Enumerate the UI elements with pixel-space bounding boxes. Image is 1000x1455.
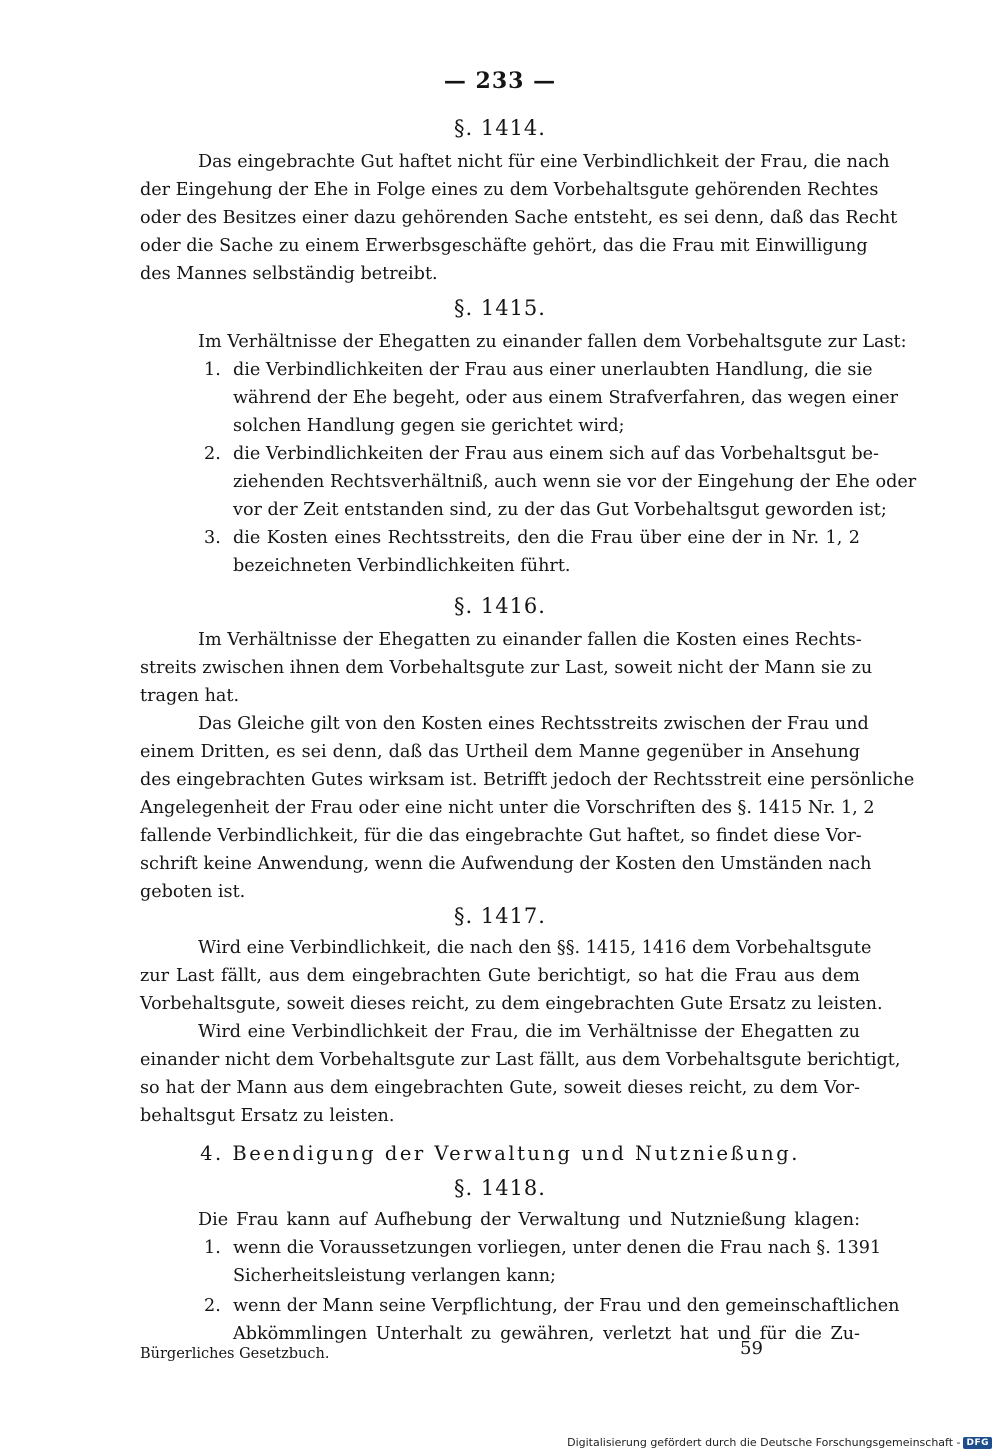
- text-line: der Eingehung der Ehe in Folge eines zu dem Vorbehaltsgute gehörenden Rechtes: [140, 180, 879, 200]
- text-line: so hat der Mann aus dem eingebrachten Gute, soweit dieses reicht, zu dem Vor-: [140, 1078, 860, 1098]
- section-heading-1415: §. 1415.: [454, 296, 546, 320]
- text-line: Im Verhältnisse der Ehegatten zu einander fallen dem Vorbehaltsgute zur Last:: [198, 332, 907, 352]
- text-line: Wird eine Verbindlichkeit, die nach den §§. 1415, 1416 dem Vorbehaltsgute: [198, 938, 872, 958]
- text-line: die Verbindlichkeiten der Frau aus einer unerlaubten Handlung, die sie: [233, 360, 873, 380]
- text-line: einander nicht dem Vorbehaltsgute zur Last fällt, aus dem Vorbehaltsgute berichtigt,: [140, 1050, 901, 1070]
- text-line: Das eingebrachte Gut haftet nicht für eine Verbindlichkeit der Frau, die nach: [198, 152, 890, 172]
- section-heading-1418: §. 1418.: [454, 1176, 546, 1200]
- text-line: Vorbehaltsgute, soweit dieses reicht, zu dem eingebrachten Gute Ersatz zu leisten.: [140, 994, 883, 1014]
- text-line: während der Ehe begeht, oder aus einem Strafverfahren, das wegen einer: [233, 388, 899, 408]
- chapter-heading: 4. Beendigung der Verwaltung und Nutznießung.: [200, 1142, 800, 1165]
- text-line: fallende Verbindlichkeit, für die das eingebrachte Gut haftet, so findet diese Vor-: [140, 826, 862, 846]
- digitization-text: Digitalisierung gefördert durch die Deutsche Forschungsgemeinschaft -: [567, 1436, 961, 1449]
- text-line: Im Verhältnisse der Ehegatten zu einander fallen die Kosten eines Rechts-: [198, 630, 862, 650]
- text-line: des Mannes selbständig betreibt.: [140, 264, 438, 284]
- list-item-number: 1.: [204, 1238, 221, 1258]
- list-item-number: 2.: [204, 1296, 221, 1316]
- text-line: einem Dritten, es sei denn, daß das Urtheil dem Manne gegenüber in Ansehung: [140, 742, 860, 762]
- page-number: — 233 —: [443, 68, 557, 94]
- digitization-note: [567, 1436, 992, 1449]
- text-line: oder die Sache zu einem Erwerbsgeschäfte gehört, das die Frau mit Einwilligung: [140, 236, 868, 256]
- text-line: vor der Zeit entstanden sind, zu der das Gut Vorbehaltsgut geworden ist;: [233, 500, 887, 520]
- text-line: schrift keine Anwendung, wenn die Aufwendung der Kosten den Umständen nach: [140, 854, 872, 874]
- text-line: Sicherheitsleistung verlangen kann;: [233, 1266, 556, 1286]
- dfg-logo-icon: DFG: [963, 1437, 992, 1449]
- list-item-number: 3.: [204, 528, 221, 548]
- text-line: Angelegenheit der Frau oder eine nicht unter die Vorschriften des §. 1415 Nr. 1, 2: [140, 798, 875, 818]
- text-line: die Verbindlichkeiten der Frau aus einem sich auf das Vorbehaltsgut be-: [233, 444, 879, 464]
- list-item-number: 2.: [204, 444, 221, 464]
- text-line: Die Frau kann auf Aufhebung der Verwaltung und Nutznießung klagen:: [198, 1210, 860, 1230]
- text-line: behaltsgut Ersatz zu leisten.: [140, 1106, 395, 1126]
- text-line: zur Last fällt, aus dem eingebrachten Gute berichtigt, so hat die Frau aus dem: [140, 966, 860, 986]
- text-line: wenn der Mann seine Verpflichtung, der Frau und den gemeinschaftlichen: [233, 1296, 900, 1316]
- section-heading-1416: §. 1416.: [454, 594, 546, 618]
- footer-title: Bürgerliches Gesetzbuch.: [140, 1346, 330, 1362]
- text-line: ziehenden Rechtsverhältniß, auch wenn sie vor der Eingehung der Ehe oder: [233, 472, 917, 492]
- section-heading-1417: §. 1417.: [454, 904, 546, 928]
- text-line: oder des Besitzes einer dazu gehörenden Sache entsteht, es sei denn, daß das Recht: [140, 208, 898, 228]
- text-line: Abkömmlingen Unterhalt zu gewähren, verletzt hat und für die Zu-: [233, 1324, 860, 1344]
- text-line: die Kosten eines Rechtsstreits, den die Frau über eine der in Nr. 1, 2: [233, 528, 860, 548]
- text-line: tragen hat.: [140, 686, 240, 706]
- text-line: geboten ist.: [140, 882, 246, 902]
- signature-mark: 59: [740, 1338, 763, 1359]
- list-item-number: 1.: [204, 360, 221, 380]
- text-line: Das Gleiche gilt von den Kosten eines Rechtsstreits zwischen der Frau und: [198, 714, 869, 734]
- text-line: bezeichneten Verbindlichkeiten führt.: [233, 556, 571, 576]
- text-line: Wird eine Verbindlichkeit der Frau, die im Verhältnisse der Ehegatten zu: [198, 1022, 860, 1042]
- text-line: streits zwischen ihnen dem Vorbehaltsgute zur Last, soweit nicht der Mann sie zu: [140, 658, 873, 678]
- text-line: solchen Handlung gegen sie gerichtet wird;: [233, 416, 625, 436]
- text-line: des eingebrachten Gutes wirksam ist. Betrifft jedoch der Rechtsstreit eine persönliche: [140, 770, 915, 790]
- text-line: wenn die Voraussetzungen vorliegen, unter denen die Frau nach §. 1391: [233, 1238, 882, 1258]
- section-heading-1414: §. 1414.: [454, 116, 546, 140]
